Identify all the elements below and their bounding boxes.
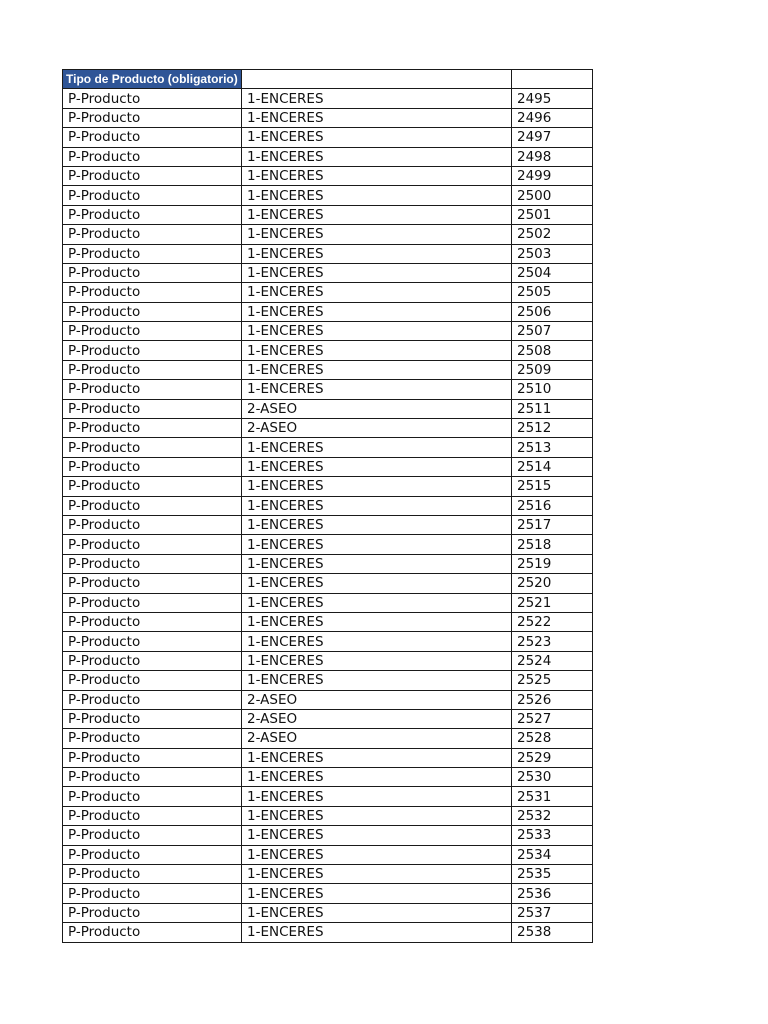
cell-categoria: 1-ENCERES <box>242 496 512 515</box>
cell-categoria: 1-ENCERES <box>242 903 512 922</box>
cell-codigo: 2509 <box>512 360 593 379</box>
table-row <box>63 632 593 651</box>
cell-categoria: 1-ENCERES <box>242 108 512 127</box>
cell-categoria: 1-ENCERES <box>242 923 512 942</box>
cell-tipo: P-Producto <box>63 903 242 922</box>
cell-tipo: P-Producto <box>63 128 242 147</box>
cell-codigo: 2524 <box>512 651 593 670</box>
cell-categoria: 2-ASEO <box>242 399 512 418</box>
table-row <box>63 574 593 593</box>
cell-categoria: 1-ENCERES <box>242 593 512 612</box>
table-row <box>63 244 593 263</box>
cell-categoria: 1-ENCERES <box>242 787 512 806</box>
cell-tipo: P-Producto <box>63 166 242 185</box>
cell-codigo: 2516 <box>512 496 593 515</box>
cell-categoria: 1-ENCERES <box>242 768 512 787</box>
cell-codigo: 2517 <box>512 515 593 534</box>
cell-categoria: 1-ENCERES <box>242 845 512 864</box>
cell-tipo: P-Producto <box>63 612 242 631</box>
cell-categoria: 1-ENCERES <box>242 438 512 457</box>
table-row <box>63 225 593 244</box>
cell-tipo: P-Producto <box>63 263 242 282</box>
cell-codigo: 2537 <box>512 903 593 922</box>
cell-codigo: 2511 <box>512 399 593 418</box>
cell-categoria: 1-ENCERES <box>242 884 512 903</box>
cell-codigo: 2523 <box>512 632 593 651</box>
cell-tipo: P-Producto <box>63 380 242 399</box>
table-row <box>63 128 593 147</box>
cell-tipo: P-Producto <box>63 554 242 573</box>
cell-codigo: 2532 <box>512 806 593 825</box>
table-row <box>63 884 593 903</box>
header-cell-empty <box>242 70 512 89</box>
cell-tipo: P-Producto <box>63 729 242 748</box>
table-row <box>63 263 593 282</box>
cell-codigo: 2508 <box>512 341 593 360</box>
cell-categoria: 1-ENCERES <box>242 147 512 166</box>
cell-codigo: 2531 <box>512 787 593 806</box>
table-row <box>63 845 593 864</box>
cell-categoria: 1-ENCERES <box>242 671 512 690</box>
cell-categoria: 2-ASEO <box>242 690 512 709</box>
cell-codigo: 2507 <box>512 322 593 341</box>
table-row <box>63 302 593 321</box>
cell-categoria: 1-ENCERES <box>242 322 512 341</box>
cell-tipo: P-Producto <box>63 399 242 418</box>
cell-tipo: P-Producto <box>63 225 242 244</box>
cell-tipo: P-Producto <box>63 438 242 457</box>
table-row <box>63 671 593 690</box>
cell-categoria: 1-ENCERES <box>242 612 512 631</box>
cell-codigo: 2533 <box>512 826 593 845</box>
table-row <box>63 283 593 302</box>
cell-codigo: 2495 <box>512 89 593 108</box>
table-row <box>63 593 593 612</box>
cell-codigo: 2519 <box>512 554 593 573</box>
table-row <box>63 709 593 728</box>
cell-codigo: 2525 <box>512 671 593 690</box>
cell-tipo: P-Producto <box>63 360 242 379</box>
cell-tipo: P-Producto <box>63 302 242 321</box>
header-cell-tipo-producto: Tipo de Producto (obligatorio) <box>63 70 242 89</box>
table-row <box>63 166 593 185</box>
table-row <box>63 690 593 709</box>
table-row <box>63 360 593 379</box>
cell-codigo: 2528 <box>512 729 593 748</box>
cell-tipo: P-Producto <box>63 341 242 360</box>
cell-categoria: 1-ENCERES <box>242 380 512 399</box>
table-row <box>63 380 593 399</box>
cell-tipo: P-Producto <box>63 768 242 787</box>
table-row <box>63 903 593 922</box>
cell-tipo: P-Producto <box>63 244 242 263</box>
cell-tipo: P-Producto <box>63 205 242 224</box>
cell-tipo: P-Producto <box>63 322 242 341</box>
table-row <box>63 108 593 127</box>
cell-tipo: P-Producto <box>63 535 242 554</box>
cell-codigo: 2515 <box>512 477 593 496</box>
cell-tipo: P-Producto <box>63 806 242 825</box>
table-row <box>63 322 593 341</box>
cell-tipo: P-Producto <box>63 108 242 127</box>
cell-codigo: 2512 <box>512 419 593 438</box>
table-row <box>63 147 593 166</box>
cell-categoria: 1-ENCERES <box>242 128 512 147</box>
cell-tipo: P-Producto <box>63 651 242 670</box>
table-row <box>63 729 593 748</box>
cell-tipo: P-Producto <box>63 787 242 806</box>
cell-categoria: 1-ENCERES <box>242 806 512 825</box>
cell-categoria: 1-ENCERES <box>242 244 512 263</box>
table-row <box>63 787 593 806</box>
cell-tipo: P-Producto <box>63 923 242 942</box>
table-row <box>63 419 593 438</box>
cell-codigo: 2518 <box>512 535 593 554</box>
table-row <box>63 515 593 534</box>
cell-codigo: 2526 <box>512 690 593 709</box>
table-row <box>63 89 593 108</box>
cell-codigo: 2497 <box>512 128 593 147</box>
table-row <box>63 865 593 884</box>
table-row <box>63 186 593 205</box>
cell-categoria: 2-ASEO <box>242 729 512 748</box>
cell-codigo: 2504 <box>512 263 593 282</box>
cell-codigo: 2506 <box>512 302 593 321</box>
cell-tipo: P-Producto <box>63 574 242 593</box>
cell-categoria: 1-ENCERES <box>242 554 512 573</box>
table-row <box>63 923 593 942</box>
header-cell-empty <box>512 70 593 89</box>
cell-tipo: P-Producto <box>63 477 242 496</box>
cell-codigo: 2505 <box>512 283 593 302</box>
table-row <box>63 438 593 457</box>
cell-categoria: 1-ENCERES <box>242 457 512 476</box>
cell-codigo: 2514 <box>512 457 593 476</box>
cell-categoria: 1-ENCERES <box>242 360 512 379</box>
cell-tipo: P-Producto <box>63 690 242 709</box>
cell-categoria: 1-ENCERES <box>242 205 512 224</box>
cell-tipo: P-Producto <box>63 865 242 884</box>
cell-categoria: 1-ENCERES <box>242 748 512 767</box>
table-row <box>63 341 593 360</box>
cell-codigo: 2501 <box>512 205 593 224</box>
cell-codigo: 2521 <box>512 593 593 612</box>
table-row <box>63 554 593 573</box>
table-body <box>63 89 593 942</box>
cell-categoria: 1-ENCERES <box>242 225 512 244</box>
table-row <box>63 457 593 476</box>
cell-categoria: 1-ENCERES <box>242 263 512 282</box>
cell-categoria: 1-ENCERES <box>242 632 512 651</box>
cell-codigo: 2513 <box>512 438 593 457</box>
cell-codigo: 2502 <box>512 225 593 244</box>
cell-tipo: P-Producto <box>63 632 242 651</box>
cell-tipo: P-Producto <box>63 457 242 476</box>
cell-tipo: P-Producto <box>63 186 242 205</box>
cell-codigo: 2527 <box>512 709 593 728</box>
table-row <box>63 806 593 825</box>
table-row <box>63 612 593 631</box>
cell-tipo: P-Producto <box>63 845 242 864</box>
cell-codigo: 2503 <box>512 244 593 263</box>
table-row <box>63 477 593 496</box>
table-row <box>63 496 593 515</box>
cell-tipo: P-Producto <box>63 283 242 302</box>
cell-codigo: 2529 <box>512 748 593 767</box>
table-row <box>63 768 593 787</box>
header-row <box>63 70 593 89</box>
cell-codigo: 2499 <box>512 166 593 185</box>
cell-codigo: 2530 <box>512 768 593 787</box>
cell-categoria: 1-ENCERES <box>242 283 512 302</box>
table-row <box>63 748 593 767</box>
cell-categoria: 1-ENCERES <box>242 535 512 554</box>
cell-categoria: 1-ENCERES <box>242 89 512 108</box>
cell-codigo: 2498 <box>512 147 593 166</box>
cell-tipo: P-Producto <box>63 515 242 534</box>
cell-tipo: P-Producto <box>63 89 242 108</box>
cell-tipo: P-Producto <box>63 496 242 515</box>
cell-codigo: 2510 <box>512 380 593 399</box>
cell-categoria: 1-ENCERES <box>242 651 512 670</box>
table-row <box>63 535 593 554</box>
cell-categoria: 1-ENCERES <box>242 341 512 360</box>
cell-codigo: 2536 <box>512 884 593 903</box>
cell-tipo: P-Producto <box>63 419 242 438</box>
table-row <box>63 651 593 670</box>
cell-codigo: 2522 <box>512 612 593 631</box>
cell-categoria: 2-ASEO <box>242 419 512 438</box>
cell-tipo: P-Producto <box>63 826 242 845</box>
table-row <box>63 826 593 845</box>
product-table <box>62 69 593 943</box>
cell-codigo: 2535 <box>512 865 593 884</box>
table-row <box>63 399 593 418</box>
cell-categoria: 1-ENCERES <box>242 186 512 205</box>
cell-codigo: 2500 <box>512 186 593 205</box>
table-row <box>63 205 593 224</box>
cell-categoria: 2-ASEO <box>242 709 512 728</box>
cell-codigo: 2520 <box>512 574 593 593</box>
cell-tipo: P-Producto <box>63 709 242 728</box>
cell-categoria: 1-ENCERES <box>242 865 512 884</box>
cell-tipo: P-Producto <box>63 884 242 903</box>
cell-tipo: P-Producto <box>63 593 242 612</box>
cell-categoria: 1-ENCERES <box>242 515 512 534</box>
cell-categoria: 1-ENCERES <box>242 477 512 496</box>
cell-categoria: 1-ENCERES <box>242 826 512 845</box>
cell-codigo: 2538 <box>512 923 593 942</box>
cell-tipo: P-Producto <box>63 671 242 690</box>
cell-codigo: 2496 <box>512 108 593 127</box>
cell-tipo: P-Producto <box>63 147 242 166</box>
cell-tipo: P-Producto <box>63 748 242 767</box>
cell-categoria: 1-ENCERES <box>242 574 512 593</box>
cell-categoria: 1-ENCERES <box>242 166 512 185</box>
cell-categoria: 1-ENCERES <box>242 302 512 321</box>
cell-codigo: 2534 <box>512 845 593 864</box>
